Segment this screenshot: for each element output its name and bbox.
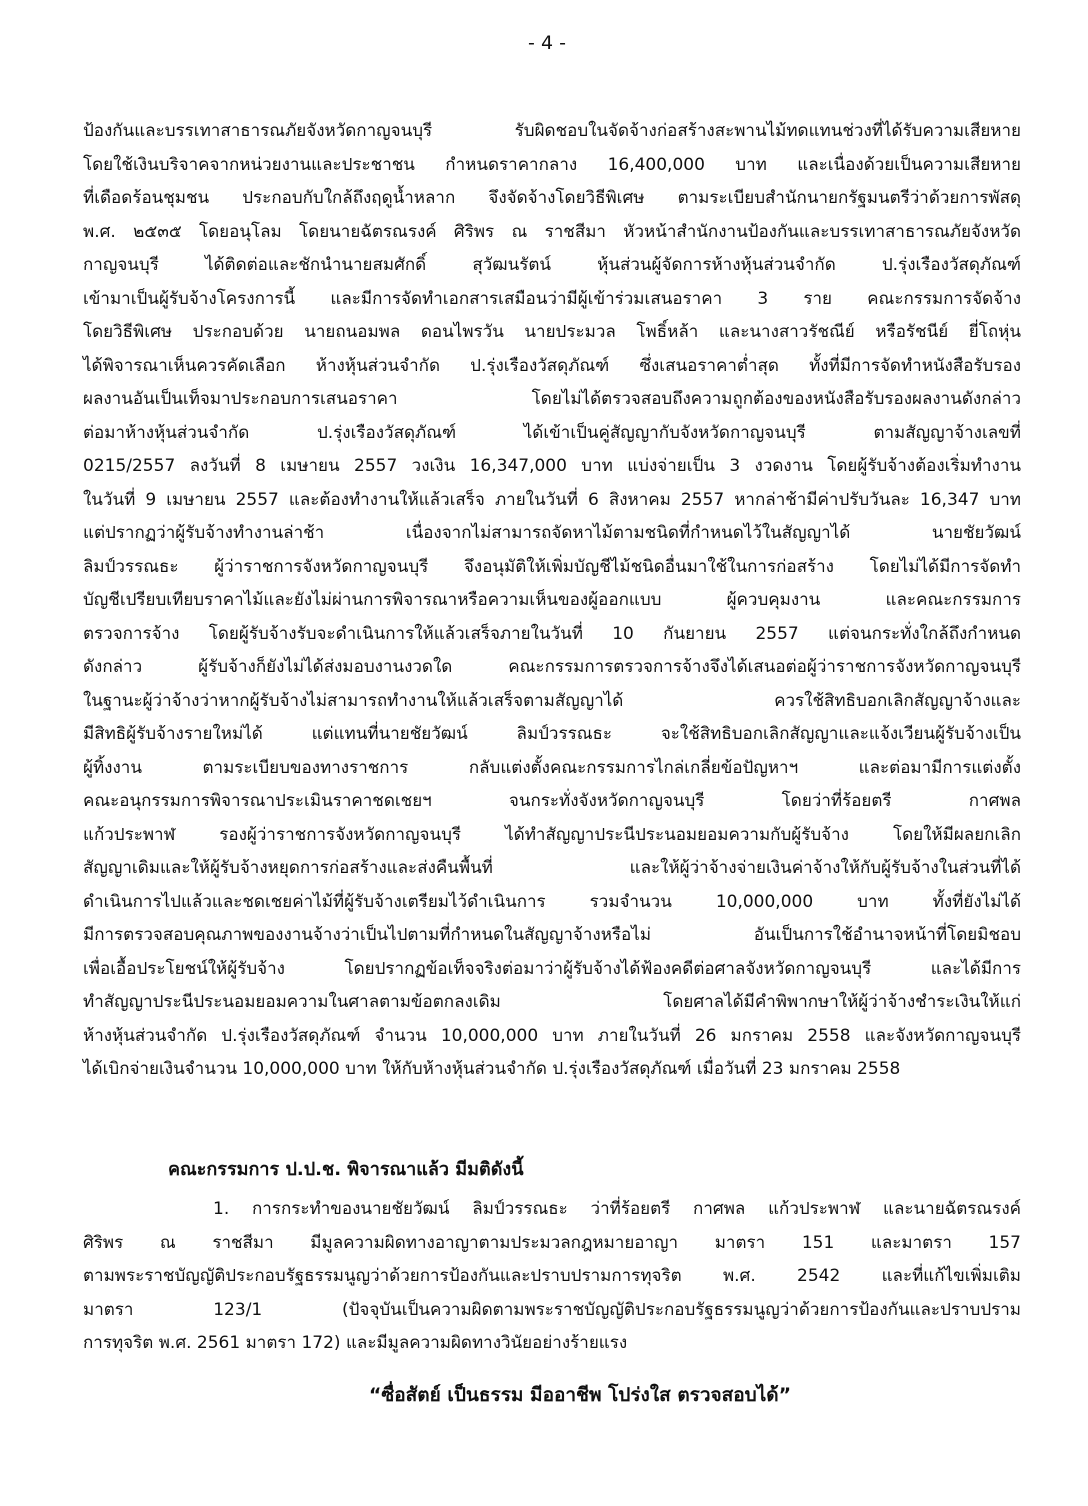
text-line: 1. การกระทำของนายชัยวัฒน์ ลิมป์วรรณธะ ว่าที่ร้อยตรี กาศพล แก้วประพาฬ และนายฉัตรณรงค์ xyxy=(213,1199,1021,1219)
text-line: โดยใช้เงินบริจาคจากหน่วยงานและประชาชน กำหนดราคากลาง 16,400,000 บาท และเนื่องด้วยเป็นความเสียหาย xyxy=(83,154,1021,175)
text-line: แต่ปรากฏว่าผู้รับจ้างทำงานล่าช้า เนื่องจากไม่สามารถจัดหาไม้ตามชนิดที่กำหนดไว้ในสัญญาได้ นายชัยวัฒน์ xyxy=(83,523,1021,543)
resolution-heading: คณะกรรมการ ป.ป.ช. พิจารณาแล้ว มีมติดังนี้ xyxy=(168,1159,524,1180)
text-line: ลิมป์วรรณธะ ผู้ว่าราชการจังหวัดกาญจนบุรี จึงอนุมัติให้เพิ่มบัญชีไม้ชนิดอื่นมาใช้ในการก่อสร้าง โดยไม่ได้มีการจัดทำ xyxy=(83,556,1021,577)
text-line: มีการตรวจสอบคุณภาพของงานจ้างว่าเป็นไปตามที่กำหนดในสัญญาจ้างหรือไม่ อันเป็นการใช้อำนาจหน้าที่โดยมิชอบ xyxy=(83,925,1021,945)
text-line: ผู้ทิ้งงาน ตามระเบียบของทางราชการ กลับแต่งตั้งคณะกรรมการไกล่เกลี่ยข้อปัญหาฯ และต่อมามีการแต่งตั้ง xyxy=(83,757,1021,778)
text-line: โดยวิธีพิเศษ ประกอบด้วย นายถนอมพล ดอนไพรวัน นายประมวล โพธิ์หล้า และนางสาวรัชณีย์ หรือรัชนีย์ ยี่โถหุ่น xyxy=(83,322,1021,342)
text-line: ได้พิจารณาเห็นควรคัดเลือก ห้างหุ้นส่วนจำกัด ป.รุ่งเรืองวัสดุภัณฑ์ ซึ่งเสนอราคาต่ำสุด ทั้งที่มีการจัดทำหนังสือรับรอง xyxy=(83,355,1021,376)
text-line: ได้เบิกจ่ายเงินจำนวน 10,000,000 บาท ให้กับห้างหุ้นส่วนจำกัด ป.รุ่งเรืองวัสดุภัณฑ์ เมื่อวันที่ 23 มกราคม 2558 xyxy=(83,1059,901,1079)
text-line: ทำสัญญาประนีประนอมยอมความในศาลตามข้อตกลงเดิม โดยศาลได้มีคำพิพากษาให้ผู้ว่าจ้างชำระเงินให้แก่ xyxy=(83,992,1021,1012)
text-line: การทุจริต พ.ศ. 2561 มาตรา 172) และมีมูลความผิดทางวินัยอย่างร้ายแรง xyxy=(83,1333,628,1353)
text-line: ตรวจการจ้าง โดยผู้รับจ้างรับจะดำเนินการให้แล้วเสร็จภายในวันที่ 10 กันยายน 2557 แต่จนกระทั่งใกล้ถึงกำหนด xyxy=(83,623,1021,644)
text-line: ต่อมาห้างหุ้นส่วนจำกัด ป.รุ่งเรืองวัสดุภัณฑ์ ได้เข้าเป็นคู่สัญญากับจังหวัดกาญจนบุรี ตามสัญญาจ้างเลขที่ xyxy=(83,422,1021,443)
text-line: 0215/2557 ลงวันที่ 8 เมษายน 2557 วงเงิน 16,347,000 บาท แบ่งจ่ายเป็น 3 งวดงาน โดยผู้รับจ้างต้องเริ่มทำงาน xyxy=(83,456,1021,476)
motto: “ซื่อสัตย์ เป็นธรรม มีออาชีพ โปร่งใส ตรวจสอบได้” xyxy=(368,1384,792,1406)
text-line: ในฐานะผู้ว่าจ้างว่าหากผู้รับจ้างไม่สามารถทำงานให้แล้วเสร็จตามสัญญาได้ ควรใช้สิทธิบอกเลิกสัญญาจ้างและ xyxy=(83,690,1021,711)
page-number: - 4 - xyxy=(528,32,566,54)
text-line: พ.ศ. ๒๕๓๕ โดยอนุโลม โดยนายฉัตรณรงค์ ศิริพร ณ ราชสีมา หัวหน้าสำนักงานป้องกันและบรรเทาสาธารณภัยจังหวัด xyxy=(83,221,1021,242)
text-line: กาญจนบุรี ได้ติดต่อและชักนำนายสมศักดิ์ สุวัฒนรัตน์ หุ้นส่วนผู้จัดการห้างหุ้นส่วนจำกัด ป.รุ่งเรืองวัสดุภัณฑ์ xyxy=(83,255,1021,275)
text-line: ห้างหุ้นส่วนจำกัด ป.รุ่งเรืองวัสดุภัณฑ์ จำนวน 10,000,000 บาท ภายในวันที่ 26 มกราคม 2558 และจังหวัดกาญจนบุรี xyxy=(83,1025,1021,1046)
text-line: ในวันที่ 9 เมษายน 2557 และต้องทำงานให้แล้วเสร็จ ภายในวันที่ 6 สิงหาคม 2557 หากล่าช้ามีค่าปรับวันละ 16,347 บาท xyxy=(83,489,1021,510)
text-line: เข้ามาเป็นผู้รับจ้างโครงการนี้ และมีการจัดทำเอกสารเสมือนว่ามีผู้เข้าร่วมเสนอราคา 3 ราย คณะกรรมการจัดจ้าง xyxy=(83,288,1021,309)
text-line: ศิริพร ณ ราชสีมา มีมูลความผิดทางอาญาตามประมวลกฎหมายอาญา มาตรา 151 และมาตรา 157 xyxy=(83,1232,1021,1253)
text-line: ดังกล่าว ผู้รับจ้างก็ยังไม่ได้ส่งมอบงานงวดใด คณะกรรมการตรวจการจ้างจึงได้เสนอต่อผู้ว่าราชการจังหวัดกาญจนบุรี xyxy=(83,657,1021,677)
text-line: มีสิทธิผู้รับจ้างรายใหม่ได้ แต่แทนที่นายชัยวัฒน์ ลิมป์วรรณธะ จะใช้สิทธิบอกเลิกสัญญาและแจ้งเวียนผู้รับจ้างเป็น xyxy=(83,724,1021,744)
text-line: สัญญาเดิมและให้ผู้รับจ้างหยุดการก่อสร้างและส่งคืนพื้นที่ และให้ผู้ว่าจ้างจ่ายเงินค่าจ้างให้กับผู้รับจ้างในส่วนที่ได้ xyxy=(83,858,1021,878)
text-line: แก้วประพาฬ รองผู้ว่าราชการจังหวัดกาญจนบุรี ได้ทำสัญญาประนีประนอมยอมความกับผู้รับจ้าง โดยให้มีผลยกเลิก xyxy=(83,824,1021,845)
text-line: ผลงานอันเป็นเท็จมาประกอบการเสนอราคา โดยไม่ได้ตรวจสอบถึงความถูกต้องของหนังสือรับรองผลงานดังกล่าว xyxy=(83,389,1021,409)
text-line: เพื่อเอื้อประโยชน์ให้ผู้รับจ้าง โดยปรากฏข้อเท็จจริงต่อมาว่าผู้รับจ้างได้ฟ้องคดีต่อศาลจังหวัดกาญจนบุรี และได้มีการ xyxy=(83,958,1021,979)
text-line: บัญชีเปรียบเทียบราคาไม้และยังไม่ผ่านการพิจารณาหรือความเห็นของผู้ออกแบบ ผู้ควบคุมงาน และคณะกรรมการ xyxy=(83,590,1021,610)
text-line: ที่เดือดร้อนชุมชน ประกอบกับใกล้ถึงฤดูน้ำหลาก จึงจัดจ้างโดยวิธีพิเศษ ตามระเบียบสำนักนายกรัฐมนตรีว่าด้วยการพัสดุ xyxy=(83,188,1021,208)
text-line: ดำเนินการไปแล้วและชดเชยค่าไม้ที่ผู้รับจ้างเตรียมไว้ดำเนินการ รวมจำนวน 10,000,000 บาท ทั้งที่ยังไม่ได้ xyxy=(83,891,1021,912)
text-line: มาตรา 123/1 (ปัจจุบันเป็นความผิดตามพระราชบัญญัติประกอบรัฐธรรมนูญว่าด้วยการป้องกันและปราบปราม xyxy=(83,1299,1021,1320)
text-line: คณะอนุกรรมการพิจารณาประเมินราคาชดเชยฯ จนกระทั่งจังหวัดกาญจนบุรี โดยว่าที่ร้อยตรี กาศพล xyxy=(83,791,1021,811)
text-line: ป้องกันและบรรเทาสาธารณภัยจังหวัดกาญจนบุรี รับผิดชอบในจัดจ้างก่อสร้างสะพานไม้ทดแทนช่วงที่ได้รับความเสียหาย xyxy=(83,121,1021,141)
text-line: ตามพระราชบัญญัติประกอบรัฐธรรมนูญว่าด้วยการป้องกันและปราบปรามการทุจริต พ.ศ. 2542 และที่แก้ไขเพิ่มเติม xyxy=(83,1266,1021,1286)
